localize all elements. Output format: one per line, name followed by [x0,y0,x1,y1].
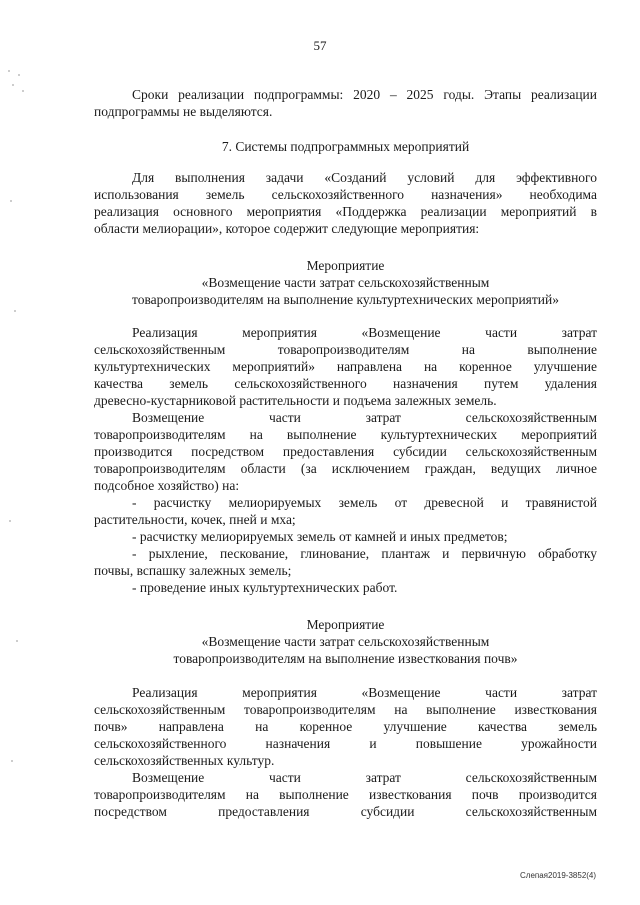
section-heading-block [94,138,597,155]
scan-speck [14,310,16,312]
bullet-line: - расчистку мелиорируемых земель от древесной и травянистой [132,495,597,510]
text-line: посредством предоставления субсидии сельскохозяйственным [94,804,597,819]
scan-speck [11,760,13,762]
scan-speck [22,90,24,92]
bullet-line: почвы, вспашку залежных земель; [94,563,292,578]
text-line: сельскохозяйственным товаропроизводителям на выполнение [94,342,597,357]
text-line: почв» направлена на коренное улучшение качества земель [94,719,597,734]
text-line: Реализация мероприятия «Возмещение части затрат [132,685,597,700]
text-line: сельскохозяйственного назначения и повышение урожайности [94,736,597,751]
measure-label: Мероприятие [306,258,385,273]
text-line: качества земель сельскохозяйственного назначения путем удаления [94,376,597,391]
scan-speck [16,640,18,642]
text-line: древесно-кустарниковой растительности и подъема залежных земель. [94,393,497,408]
scan-speck [9,520,11,522]
measure-label: Мероприятие [306,617,385,632]
text-line: Возмещение части затрат сельскохозяйственным [132,770,597,785]
measure-title-line: «Возмещение части затрат сельскохозяйственным [201,634,490,649]
text-line: сельскохозяйственным товаропроизводителям на выполнение известкования [94,702,597,717]
text-line: производится посредством предоставления субсидии сельскохозяйственным [94,444,597,459]
text-line: культуртехнических мероприятий» направлена на коренное улучшение [94,359,597,374]
text-line: Для выполнения задачи «Созданий условий для эффективного [132,170,597,185]
text-line: подпрограммы не выделяются. [94,104,273,119]
measure-title-line: товаропроизводителям на выполнение культуртехнических мероприятий» [132,292,559,307]
text-line: товаропроизводителям на выполнение известкования почв производится [94,787,597,802]
measure-title-line: товаропроизводителям на выполнение известкования почв» [173,651,518,666]
bullet-line: растительности, кочек, пней и мха; [94,512,296,527]
text-line: товаропроизводителям области (за исключением граждан, ведущих личное [94,461,597,476]
text-line: использования земель сельскохозяйственного назначения» необходима [94,187,597,202]
scan-speck [8,70,10,72]
measure2-body [94,684,597,820]
document-code: Слепая2019-3852(4) [520,871,597,880]
page-number: 57 [313,38,327,53]
text-line: товаропроизводителям на выполнение культуртехнических мероприятий [94,427,597,442]
scan-speck [10,200,12,202]
text-line: сельскохозяйственных культур. [94,753,275,768]
measure1-heading [84,257,607,308]
text-line: Возмещение части затрат сельскохозяйственным [132,410,597,425]
measure1-body [94,324,597,596]
intro-paragraph [94,86,597,120]
bullet-line: - рыхление, пескование, глинование, плантаж и первичную обработку [132,546,597,561]
text-line: Сроки реализации подпрограммы: 2020 – 2025 годы. Этапы реализации [132,87,597,102]
text-line: области мелиорации», которое содержит следующие мероприятия: [94,221,480,236]
section-heading: 7. Системы подпрограммных мероприятий [221,139,470,154]
text-line: Реализация мероприятия «Возмещение части затрат [132,325,597,340]
scan-speck [12,84,14,86]
measure2-heading [84,616,607,667]
text-line: подсобное хозяйство) на: [94,478,240,493]
bullet-line: - проведение иных культуртехнических работ. [132,580,398,595]
scan-speck [18,74,20,76]
measure-title-line: «Возмещение части затрат сельскохозяйственным [201,275,490,290]
text-line: реализация основного мероприятия «Поддержка реализации мероприятий в [94,204,597,219]
bullet-line: - расчистку мелиорируемых земель от камней и иных предметов; [132,529,508,544]
paragraph-tasks [94,169,597,237]
